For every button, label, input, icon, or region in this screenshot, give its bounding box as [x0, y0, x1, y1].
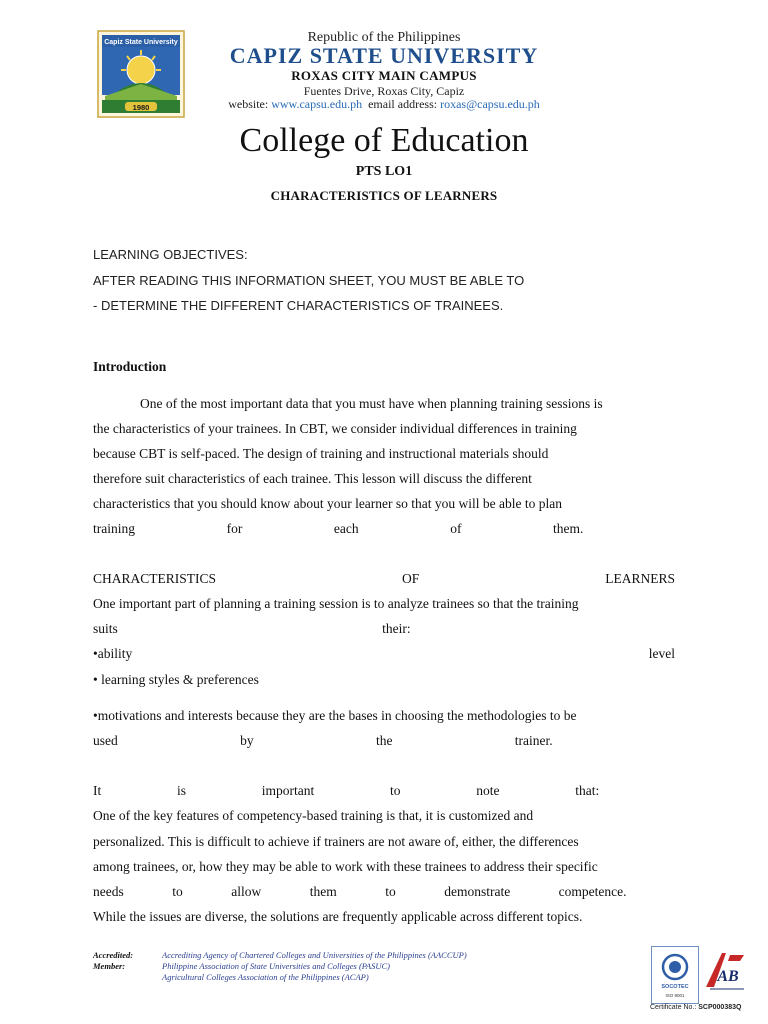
note-line: among trainees, or, how they may be able to work with these trainees to address their specific: [93, 859, 598, 874]
objectives-lead: AFTER READING THIS INFORMATION SHEET, YOU MUST BE ABLE TO: [93, 273, 525, 288]
bullet-ability: •ability level: [93, 646, 675, 661]
objectives-heading: LEARNING OBJECTIVES:: [93, 247, 248, 262]
university-seal-logo: [97, 30, 185, 118]
svg-text:1980: 1980: [132, 103, 150, 112]
bullet-learning-styles: • learning styles & preferences: [93, 672, 259, 687]
campus-address: Fuentes Drive, Roxas City, Capiz: [303, 84, 465, 98]
intro-line: characteristics that you should know about your learner so that you will be able to plan: [93, 496, 562, 511]
svg-text:Capiz State University: Capiz State University: [104, 39, 178, 46]
website-link[interactable]: www.capsu.edu.ph: [271, 97, 363, 111]
svg-text:ISO 9001: ISO 9001: [665, 993, 685, 998]
note-line: needs to allow them to demonstrate competence.: [93, 884, 627, 899]
email-label: email address:: [368, 97, 438, 111]
objectives-item: - DETERMINE THE DIFFERENT CHARACTERISTICS OF TRAINEES.: [93, 298, 504, 313]
characteristics-line: One important part of planning a training session is to analyze trainees so that the training: [93, 596, 579, 611]
footer-accredited-value: Accrediting Agency of Chartered Colleges and Universities of the Philippines (AACCUP): [162, 950, 467, 960]
university-name: CAPIZ STATE UNIVERSITY: [229, 43, 539, 68]
campus-name: ROXAS CITY MAIN CAMPUS: [291, 68, 477, 83]
certificate-number: Certificate No.: SCP000383Q: [650, 1004, 742, 1011]
footer-member-label: Member:: [93, 961, 126, 971]
footer-accredited-label: Accredited:: [93, 950, 134, 960]
note-heading: It is important to note that:: [93, 783, 600, 798]
footer-member-acap: Agricultural Colleges Association of the Philippines (ACAP): [162, 972, 369, 982]
characteristics-heading: CHARACTERISTICS OF LEARNERS: [93, 571, 675, 586]
email-link[interactable]: roxas@capsu.edu.ph: [440, 97, 540, 111]
college-title: College of Education: [239, 122, 529, 159]
intro-line: therefore suit characteristics of each trainee. This lesson will discuss the different: [93, 471, 532, 486]
bullet-motivations: •motivations and interests because they are the bases in choosing the methodologies to be: [93, 708, 577, 723]
contact-line: [184, 97, 584, 112]
intro-line: because CBT is self-paced. The design of training and instructional materials should: [93, 446, 549, 461]
module-topic: CHARACTERISTICS OF LEARNERS: [270, 188, 498, 203]
socotec-certification-icon: [651, 946, 699, 1004]
intro-heading: Introduction: [93, 359, 167, 374]
intro-line: One of the most important data that you must have when planning training sessions is: [140, 396, 603, 411]
website-label: website:: [228, 97, 269, 111]
characteristics-line: suits their:: [93, 621, 411, 636]
intro-last-line: training for each of them.: [93, 521, 584, 536]
republic-label: Republic of the Philippines: [307, 30, 461, 45]
note-line: One of the key features of competency-based training is that, it is customized and: [93, 808, 534, 823]
bullet-motivations-cont: used by the trainer.: [93, 733, 553, 748]
intro-line: the characteristics of your trainees. In CBT, we consider individual differences in training: [93, 421, 577, 436]
footer-member-pasuc: Philippine Association of State Universities and Colleges (PASUC): [162, 961, 390, 971]
accreditation-body-icon: [700, 947, 748, 999]
svg-text:AB: AB: [717, 968, 739, 985]
svg-text:SOCOTEC: SOCOTEC: [661, 984, 689, 990]
note-line: While the issues are diverse, the solutions are frequently applicable across different topics.: [93, 909, 583, 924]
note-line: personalized. This is difficult to achieve if trainers are not aware of, either, the differences: [93, 834, 579, 849]
module-code: PTS LO1: [355, 164, 413, 179]
